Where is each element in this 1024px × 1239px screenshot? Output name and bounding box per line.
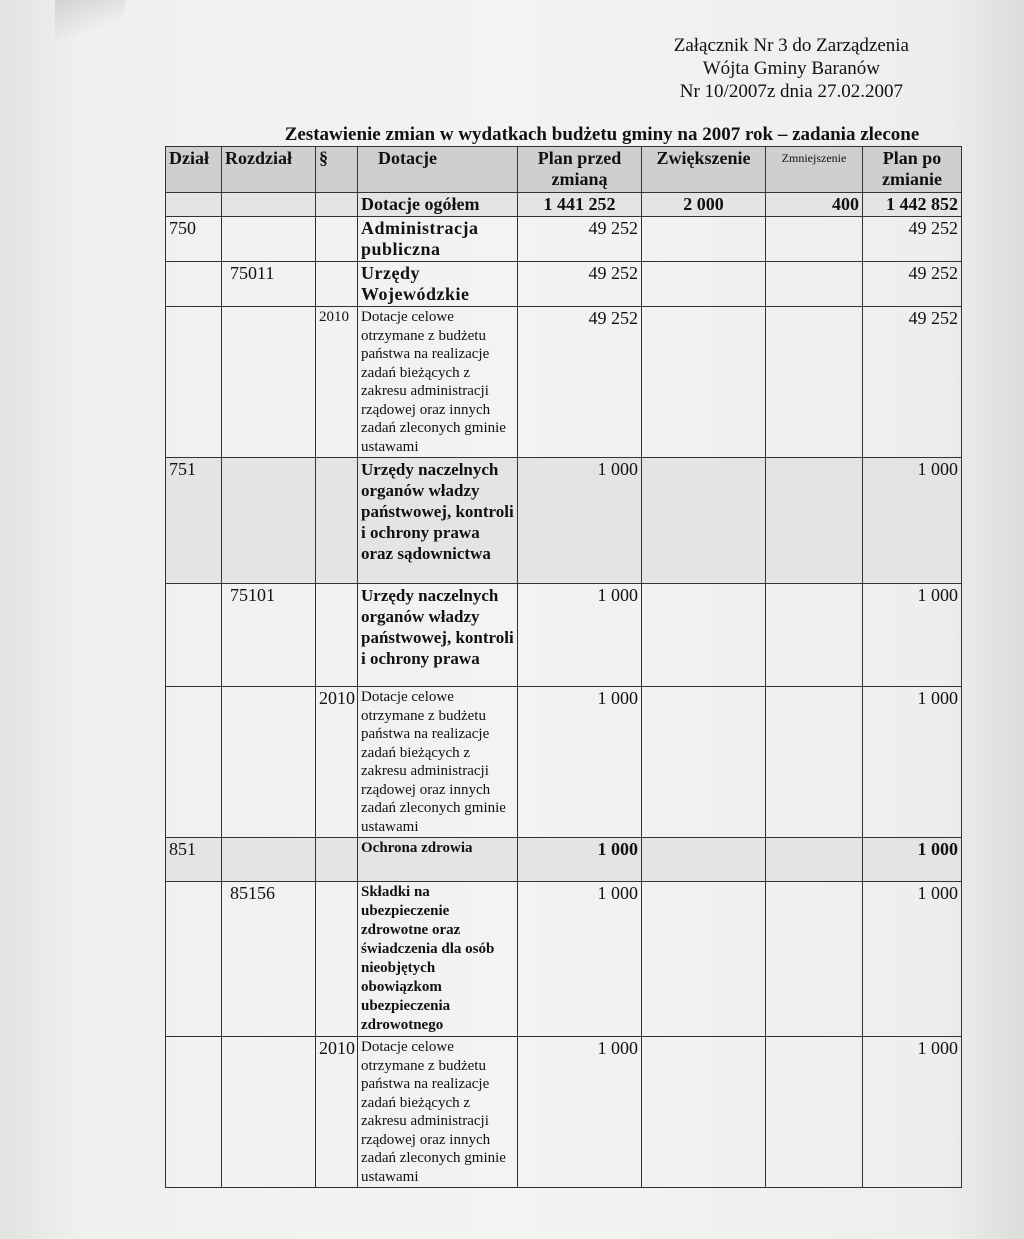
document-title: Zestawienie zmian w wydatkach budżetu gminy na 2007 rok – zadania zlecone	[284, 124, 920, 145]
cell-plan-po: 49 252	[863, 307, 962, 458]
total-zwiekszenie: 2 000	[642, 193, 766, 217]
table-row	[166, 838, 962, 882]
cell-plan-przed: 49 252	[518, 217, 642, 262]
cell-zmniejszenie	[766, 882, 863, 1037]
header-line-2: Wójta Gminy Baranów	[702, 58, 881, 79]
total-zmniejszenie: 400	[766, 193, 863, 217]
cell-nazwa: Ochrona zdrowia	[358, 838, 518, 882]
col-header-plan-po: Plan po zmianie	[863, 147, 962, 193]
cell-rozdzial	[222, 687, 316, 838]
table-row	[166, 882, 962, 1037]
cell-paragraf: 2010	[316, 1037, 358, 1188]
cell-plan-po: 1 000	[863, 1037, 962, 1188]
total-plan-przed: 1 441 252	[518, 193, 642, 217]
cell-paragraf	[316, 584, 358, 687]
cell-nazwa: Składki na ubezpieczenie zdrowotne oraz świadczenia dla osób nieobjętych obowiązkom ubezpieczenia zdrowotnego	[358, 882, 518, 1037]
header-line-3: Nr 10/2007z dnia 27.02.2007	[679, 81, 903, 102]
cell-dzial	[166, 1037, 222, 1188]
total-label: Dotacje ogółem	[358, 193, 518, 217]
cell-zwiekszenie	[642, 584, 766, 687]
cell-rozdzial: 75011	[222, 262, 316, 307]
cell-zwiekszenie	[642, 458, 766, 584]
cell-zmniejszenie	[766, 458, 863, 584]
cell-zwiekszenie	[642, 838, 766, 882]
cell-plan-po: 1 000	[863, 584, 962, 687]
total-plan-po: 1 442 852	[863, 193, 962, 217]
table-header-row	[166, 147, 962, 193]
table-row	[166, 307, 962, 458]
col-header-plan-przed: Plan przed zmianą	[518, 147, 642, 193]
table-row	[166, 458, 962, 584]
cell-zmniejszenie	[766, 838, 863, 882]
cell-zmniejszenie	[766, 217, 863, 262]
cell-paragraf: 2010	[316, 307, 358, 458]
col-header-dotacje: Dotacje	[358, 147, 518, 193]
cell-paragraf	[316, 882, 358, 1037]
cell-plan-po: 1 000	[863, 687, 962, 838]
cell-rozdzial	[222, 307, 316, 458]
cell-zmniejszenie	[766, 687, 863, 838]
table-row	[166, 1037, 962, 1188]
cell-rozdzial: 75101	[222, 584, 316, 687]
cell-zwiekszenie	[642, 262, 766, 307]
document-header	[674, 34, 909, 103]
cell-dzial	[166, 262, 222, 307]
cell-nazwa: Dotacje celowe otrzymane z budżetu państwa na realizacje zadań bieżących z zakresu administracji rządowej oraz innych zadań zleconych gminie ustawami	[358, 1037, 518, 1188]
cell-paragraf	[316, 458, 358, 584]
cell-plan-przed: 49 252	[518, 307, 642, 458]
cell-rozdzial	[222, 1037, 316, 1188]
cell-plan-przed: 1 000	[518, 838, 642, 882]
cell-plan-przed: 1 000	[518, 687, 642, 838]
table-row	[166, 584, 962, 687]
header-line-1: Załącznik Nr 3 do Zarządzenia	[673, 35, 909, 56]
cell-dzial	[166, 882, 222, 1037]
table-row	[166, 687, 962, 838]
cell-zmniejszenie	[766, 307, 863, 458]
cell-plan-przed: 1 000	[518, 458, 642, 584]
col-header-zwiekszenie: Zwiększenie	[642, 147, 766, 193]
table-row	[166, 217, 962, 262]
cell-plan-po: 1 000	[863, 882, 962, 1037]
cell-zwiekszenie	[642, 1037, 766, 1188]
cell-dzial	[166, 584, 222, 687]
cell-rozdzial	[222, 458, 316, 584]
cell-zmniejszenie	[766, 1037, 863, 1188]
cell-nazwa: Dotacje celowe otrzymane z budżetu państwa na realizacje zadań bieżących z zakresu administracji rządowej oraz innych zadań zleconych gminie ustawami	[358, 687, 518, 838]
cell-dzial: 751	[166, 458, 222, 584]
cell-plan-przed: 1 000	[518, 1037, 642, 1188]
cell-nazwa: Dotacje celowe otrzymane z budżetu państwa na realizacje zadań bieżących z zakresu administracji rządowej oraz innych zadań zleconych gminie ustawami	[358, 307, 518, 458]
cell-zwiekszenie	[642, 307, 766, 458]
cell-nazwa: Urzędy Wojewódzkie	[358, 262, 518, 307]
cell-dzial: 851	[166, 838, 222, 882]
cell-zwiekszenie	[642, 687, 766, 838]
cell-rozdzial	[222, 838, 316, 882]
cell-dzial: 750	[166, 217, 222, 262]
col-header-dzial: Dział	[166, 147, 222, 193]
col-header-rozdzial: Rozdział	[222, 147, 316, 193]
cell-nazwa: Urzędy naczelnych organów władzy państwowej, kontroli i ochrony prawa oraz sądownictwa	[358, 458, 518, 584]
cell-nazwa: Administracja publiczna	[358, 217, 518, 262]
cell-dzial	[166, 687, 222, 838]
cell-plan-po: 49 252	[863, 262, 962, 307]
cell-plan-przed: 1 000	[518, 584, 642, 687]
cell-zwiekszenie	[642, 217, 766, 262]
cell-plan-przed: 1 000	[518, 882, 642, 1037]
cell-zwiekszenie	[642, 882, 766, 1037]
cell-plan-po: 49 252	[863, 217, 962, 262]
cell-rozdzial: 85156	[222, 882, 316, 1037]
cell-paragraf: 2010	[316, 687, 358, 838]
cell-zmniejszenie	[766, 584, 863, 687]
cell-plan-po: 1 000	[863, 458, 962, 584]
table-row	[166, 262, 962, 307]
cell-plan-przed: 49 252	[518, 262, 642, 307]
cell-paragraf	[316, 262, 358, 307]
col-header-zmniejszenie: Zmniejszenie	[766, 147, 863, 193]
page-fold-shadow	[55, 0, 125, 40]
cell-plan-po: 1 000	[863, 838, 962, 882]
cell-nazwa: Urzędy naczelnych organów władzy państwowej, kontroli i ochrony prawa	[358, 584, 518, 687]
total-row	[166, 193, 962, 217]
col-header-paragraf: §	[316, 147, 358, 193]
cell-paragraf	[316, 838, 358, 882]
cell-dzial	[166, 307, 222, 458]
cell-rozdzial	[222, 217, 316, 262]
cell-paragraf	[316, 217, 358, 262]
budget-table	[165, 146, 962, 1188]
cell-zmniejszenie	[766, 262, 863, 307]
